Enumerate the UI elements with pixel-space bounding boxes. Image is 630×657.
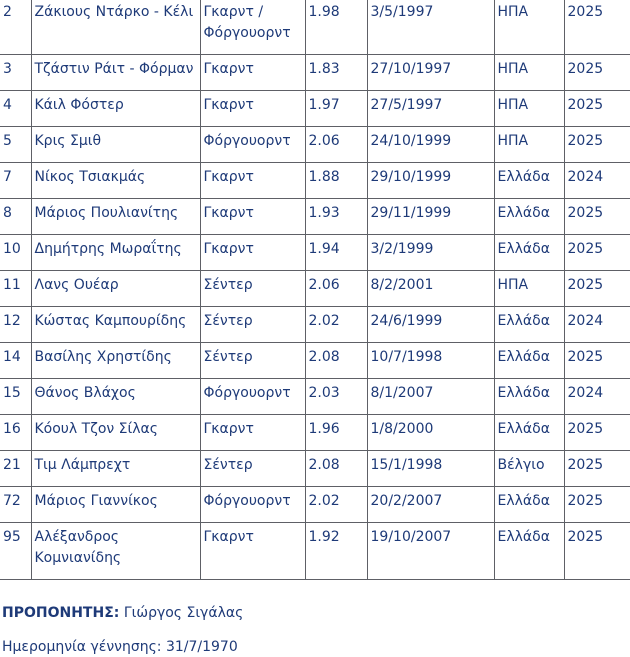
player-name: Κρις Σμιθ <box>31 127 200 163</box>
player-number: 15 <box>0 379 31 415</box>
player-contract: 2025 <box>564 235 630 271</box>
table-row <box>0 307 630 343</box>
player-contract: 2025 <box>564 55 630 91</box>
player-birthdate: 20/2/2007 <box>367 487 494 523</box>
player-name: Νίκος Τσιακμάς <box>31 163 200 199</box>
player-country: Βέλγιο <box>494 451 564 487</box>
player-number: 12 <box>0 307 31 343</box>
player-height: 1.97 <box>305 91 367 127</box>
player-name: Τζάστιν Ράιτ - Φόρμαν <box>31 55 200 91</box>
player-country: ΗΠΑ <box>494 55 564 91</box>
player-height: 2.02 <box>305 487 367 523</box>
player-name: Τιμ Λάμπρεχτ <box>31 451 200 487</box>
table-row <box>0 235 630 271</box>
player-height: 2.06 <box>305 271 367 307</box>
coach-label: ΠΡΟΠΟΝΗΤΗΣ: <box>2 605 120 621</box>
player-birthdate: 3/2/1999 <box>367 235 494 271</box>
player-contract: 2025 <box>564 0 630 55</box>
player-position: Γκαρντ / Φόργουορντ <box>200 0 305 55</box>
player-number: 11 <box>0 271 31 307</box>
player-country: Ελλάδα <box>494 487 564 523</box>
player-height: 1.93 <box>305 199 367 235</box>
player-birthdate: 10/7/1998 <box>367 343 494 379</box>
player-contract: 2025 <box>564 271 630 307</box>
player-country: Ελλάδα <box>494 523 564 580</box>
player-name: Αλέξανδρος Κομνιανίδης <box>31 523 200 580</box>
player-name: Κώστας Καμπουρίδης <box>31 307 200 343</box>
player-birthdate: 8/1/2007 <box>367 379 494 415</box>
player-height: 2.08 <box>305 451 367 487</box>
table-row <box>0 415 630 451</box>
player-position: Γκαρντ <box>200 199 305 235</box>
player-contract: 2024 <box>564 307 630 343</box>
player-number: 21 <box>0 451 31 487</box>
player-birthdate: 29/10/1999 <box>367 163 494 199</box>
player-name: Κόουλ Τζον Σίλας <box>31 415 200 451</box>
player-birthdate: 1/8/2000 <box>367 415 494 451</box>
player-contract: 2025 <box>564 487 630 523</box>
player-position: Σέντερ <box>200 271 305 307</box>
player-contract: 2025 <box>564 415 630 451</box>
table-row <box>0 55 630 91</box>
table-row <box>0 0 630 55</box>
table-row <box>0 379 630 415</box>
player-birthdate: 27/10/1997 <box>367 55 494 91</box>
player-position: Φόργουορντ <box>200 379 305 415</box>
player-position: Γκαρντ <box>200 91 305 127</box>
player-position: Σέντερ <box>200 307 305 343</box>
player-contract: 2025 <box>564 343 630 379</box>
player-name: Δημήτρης Μωραΐτης <box>31 235 200 271</box>
player-name: Κάιλ Φόστερ <box>31 91 200 127</box>
player-number: 7 <box>0 163 31 199</box>
player-number: 95 <box>0 523 31 580</box>
table-row <box>0 91 630 127</box>
player-height: 1.94 <box>305 235 367 271</box>
player-position: Σέντερ <box>200 451 305 487</box>
player-height: 1.88 <box>305 163 367 199</box>
player-number: 72 <box>0 487 31 523</box>
table-row <box>0 127 630 163</box>
player-height: 1.96 <box>305 415 367 451</box>
player-birthdate: 19/10/2007 <box>367 523 494 580</box>
player-height: 2.03 <box>305 379 367 415</box>
player-country: ΗΠΑ <box>494 271 564 307</box>
player-birthdate: 15/1/1998 <box>367 451 494 487</box>
player-position: Γκαρντ <box>200 523 305 580</box>
player-country: Ελλάδα <box>494 235 564 271</box>
player-name: Θάνος Βλάχος <box>31 379 200 415</box>
player-birthdate: 3/5/1997 <box>367 0 494 55</box>
player-country: ΗΠΑ <box>494 0 564 55</box>
player-height: 1.98 <box>305 0 367 55</box>
table-row <box>0 199 630 235</box>
player-country: Ελλάδα <box>494 199 564 235</box>
table-row <box>0 523 630 580</box>
player-contract: 2024 <box>564 163 630 199</box>
player-position: Γκαρντ <box>200 235 305 271</box>
table-row <box>0 163 630 199</box>
table-row <box>0 271 630 307</box>
player-country: Ελλάδα <box>494 379 564 415</box>
player-name: Ζάκιους Ντάρκο - Κέλι <box>31 0 200 55</box>
player-height: 1.92 <box>305 523 367 580</box>
player-number: 10 <box>0 235 31 271</box>
player-height: 2.08 <box>305 343 367 379</box>
coach-name: Γιώργος Σιγάλας <box>123 605 244 621</box>
player-birthdate: 8/2/2001 <box>367 271 494 307</box>
player-contract: 2025 <box>564 91 630 127</box>
player-position: Φόργουορντ <box>200 487 305 523</box>
coach-line <box>2 603 243 623</box>
player-name: Λανς Ουέαρ <box>31 271 200 307</box>
player-number: 5 <box>0 127 31 163</box>
player-country: ΗΠΑ <box>494 91 564 127</box>
player-birthdate: 29/11/1999 <box>367 199 494 235</box>
player-name: Μάριος Γιαννίκος <box>31 487 200 523</box>
player-number: 8 <box>0 199 31 235</box>
player-contract: 2025 <box>564 451 630 487</box>
table-row <box>0 487 630 523</box>
coach-birthdate: Ημερομηνία γέννησης: 31/7/1970 <box>2 639 238 655</box>
player-height: 2.06 <box>305 127 367 163</box>
player-country: ΗΠΑ <box>494 127 564 163</box>
player-name: Βασίλης Χρηστίδης <box>31 343 200 379</box>
player-number: 16 <box>0 415 31 451</box>
player-position: Γκαρντ <box>200 415 305 451</box>
player-contract: 2025 <box>564 127 630 163</box>
player-country: Ελλάδα <box>494 343 564 379</box>
player-height: 1.83 <box>305 55 367 91</box>
player-number: 4 <box>0 91 31 127</box>
player-position: Γκαρντ <box>200 55 305 91</box>
table-row <box>0 451 630 487</box>
player-position: Φόργουορντ <box>200 127 305 163</box>
player-birthdate: 24/10/1999 <box>367 127 494 163</box>
player-contract: 2024 <box>564 379 630 415</box>
player-birthdate: 24/6/1999 <box>367 307 494 343</box>
player-number: 3 <box>0 55 31 91</box>
player-country: Ελλάδα <box>494 415 564 451</box>
player-name: Μάριος Πουλιανίτης <box>31 199 200 235</box>
player-number: 14 <box>0 343 31 379</box>
player-position: Γκαρντ <box>200 163 305 199</box>
player-country: Ελλάδα <box>494 163 564 199</box>
player-contract: 2025 <box>564 199 630 235</box>
player-country: Ελλάδα <box>494 307 564 343</box>
player-height: 2.02 <box>305 307 367 343</box>
table-row <box>0 343 630 379</box>
player-birthdate: 27/5/1997 <box>367 91 494 127</box>
player-contract: 2025 <box>564 523 630 580</box>
player-position: Σέντερ <box>200 343 305 379</box>
player-number: 2 <box>0 0 31 55</box>
